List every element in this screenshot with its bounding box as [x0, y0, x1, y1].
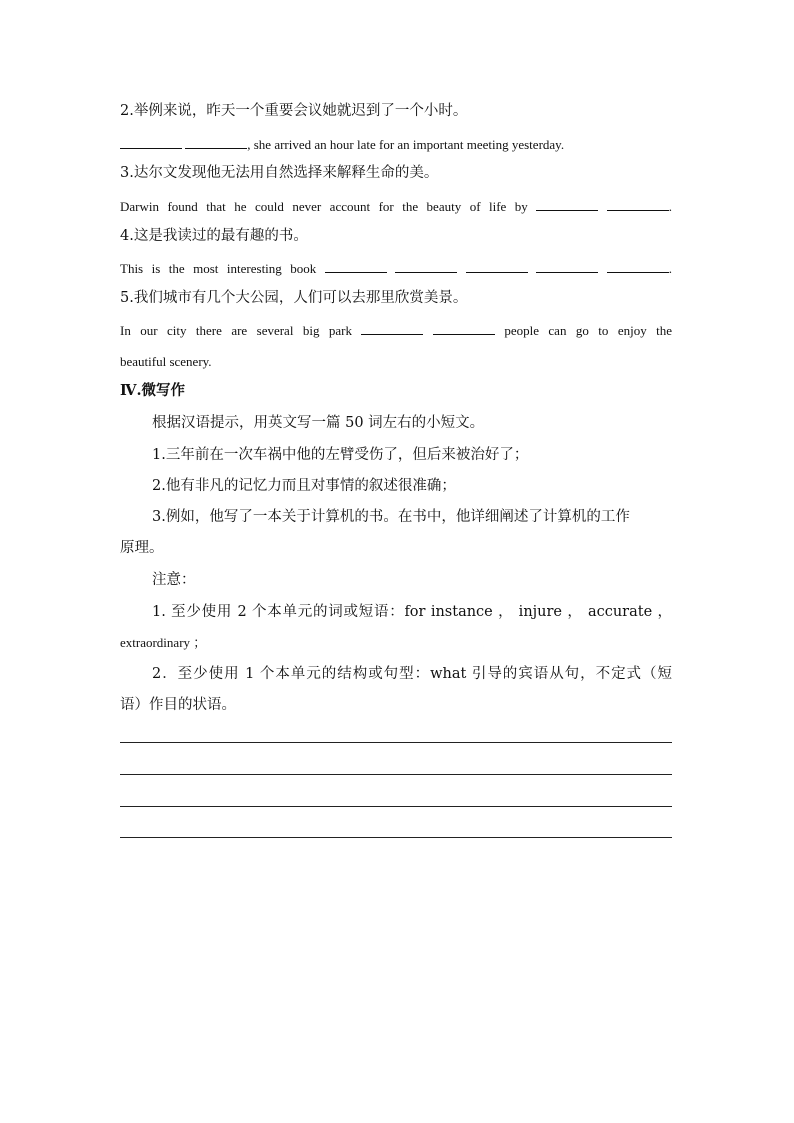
- answer-blank[interactable]: [607, 199, 669, 211]
- exercise-5-english-line2: beautiful scenery.: [120, 354, 212, 369]
- answer-blank[interactable]: [185, 137, 247, 149]
- exercise-3-end: .: [668, 199, 673, 214]
- exercise-4-end: .: [668, 261, 673, 276]
- exercise-2-chinese: 2.举例来说，昨天一个重要会议她就迟到了一个小时。: [120, 103, 468, 119]
- exercise-4-text: This is the most interesting book: [120, 261, 317, 276]
- exercise-5-text: In our city there are several big park: [120, 323, 353, 338]
- exercise-4-chinese: 4.这是我读过的最有趣的书。: [120, 228, 308, 244]
- exercise-4-english: [120, 260, 672, 278]
- exercise-3-english: [120, 198, 672, 216]
- answer-blank[interactable]: [395, 261, 457, 273]
- prompt-point-2: 2.他有非凡的记忆力而且对事情的叙述很准确；: [152, 478, 456, 494]
- writing-line[interactable]: [120, 742, 672, 743]
- section-instruction: 根据汉语提示，用英文写一篇 50 词左右的小短文。: [152, 415, 485, 431]
- writing-line[interactable]: [120, 774, 672, 775]
- answer-blank[interactable]: [466, 261, 528, 273]
- writing-line[interactable]: [120, 837, 672, 838]
- prompt-point-3: 3.例如，他写了一本关于计算机的书。在书中，他详细阐述了计算机的工作: [152, 509, 630, 525]
- answer-blank[interactable]: [607, 261, 669, 273]
- answer-blank[interactable]: [361, 323, 423, 335]
- exercise-5-chinese: 5.我们城市有几个大公园，人们可以去那里欣赏美景。: [120, 290, 468, 306]
- exercise-5-text-2: people can go to enjoy the: [504, 323, 673, 338]
- section-heading: Ⅳ.微写作: [120, 382, 186, 399]
- answer-blank[interactable]: [120, 137, 182, 149]
- note-title: 注意：: [152, 572, 196, 588]
- answer-blank[interactable]: [536, 199, 598, 211]
- note-2: 2．至少使用 1 个本单元的结构或句型：what 引导的宾语从句，不定式（短: [152, 666, 672, 682]
- exercise-2-text: , she arrived an hour late for an important meeting yesterday.: [247, 137, 565, 152]
- exercise-5-english: [120, 322, 672, 340]
- exercise-3-text: Darwin found that he could never account for the beauty of life by: [120, 199, 528, 214]
- note-2-cont: 语）作目的状语。: [120, 697, 236, 713]
- prompt-point-1: 1.三年前在一次车祸中他的左臂受伤了，但后来被治好了；: [152, 447, 529, 463]
- prompt-point-3-cont: 原理。: [120, 540, 164, 556]
- answer-blank[interactable]: [433, 323, 495, 335]
- exercise-2-english: [120, 136, 564, 154]
- exercise-3-chinese: 3.达尔文发现他无法用自然选择来解释生命的美。: [120, 165, 439, 181]
- note-1-cont: extraordinary ；: [120, 635, 207, 650]
- writing-line[interactable]: [120, 806, 672, 807]
- note-1: 1. 至少使用 2 个本单元的词或短语：for instance ， injure ， accurate ，: [152, 604, 672, 620]
- answer-blank[interactable]: [536, 261, 598, 273]
- answer-blank[interactable]: [325, 261, 387, 273]
